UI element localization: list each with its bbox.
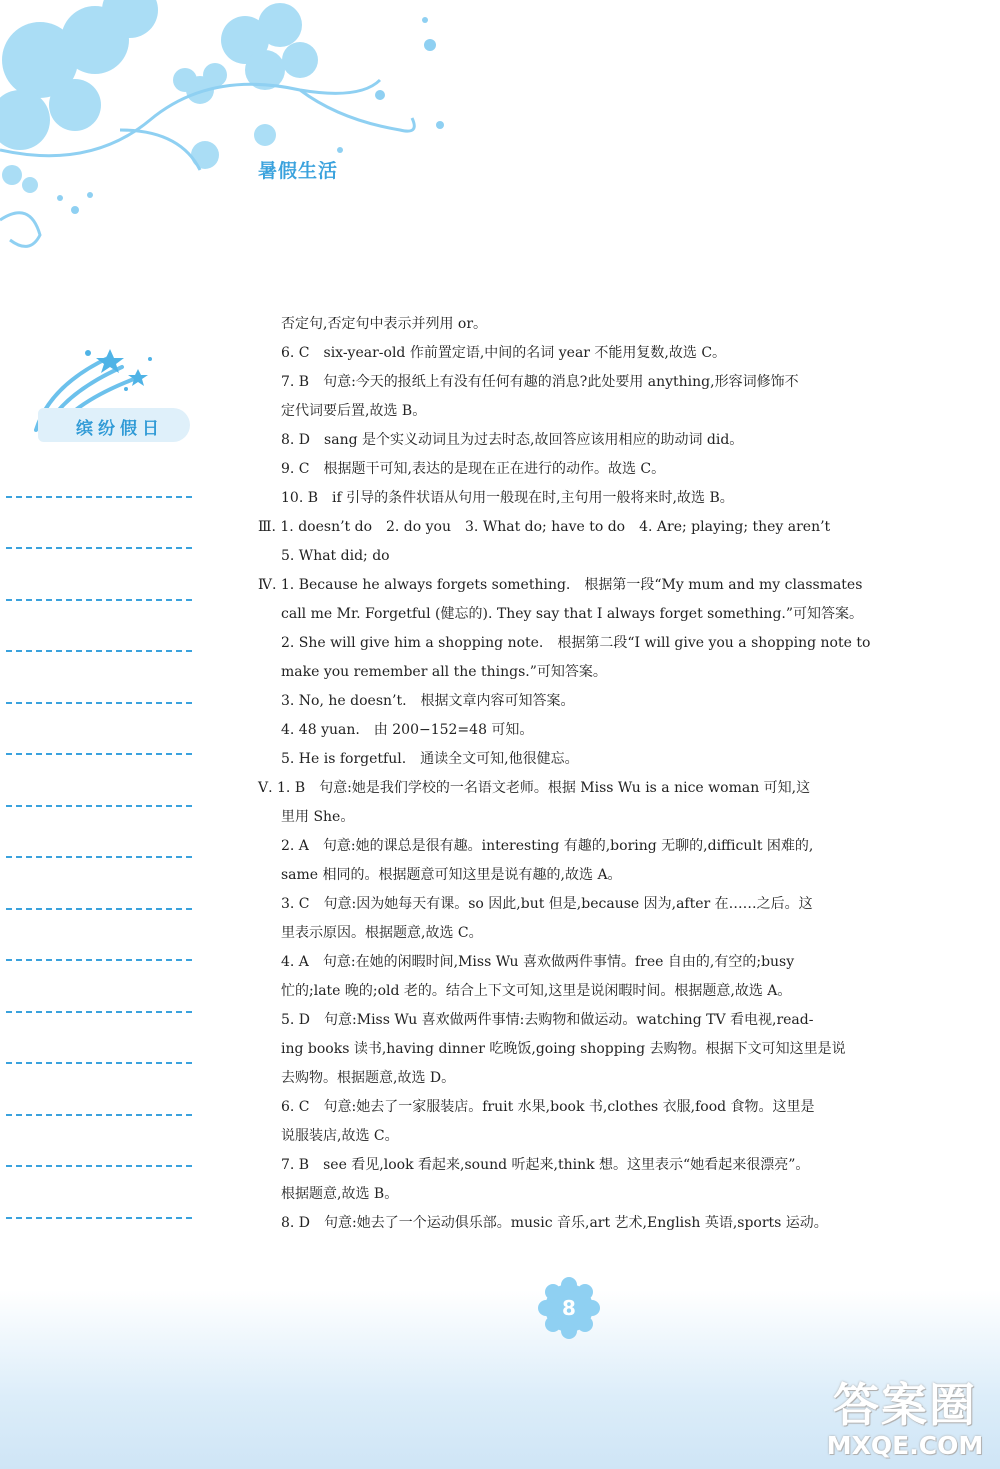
note-line bbox=[6, 1167, 192, 1219]
answer-content bbox=[258, 310, 888, 1238]
text-line: call me Mr. Forgetful (健忘的). They say that I always forget something.”可知答案。 bbox=[281, 606, 864, 622]
note-line bbox=[6, 601, 192, 653]
text-line: 3. C 句意:因为她每天有课。so 因此,but 但是,because 因为,after 在……之后。这 bbox=[281, 896, 813, 912]
note-line bbox=[6, 1064, 192, 1116]
text-line: Ⅴ. 1. B 句意:她是我们学校的一名语文老师。根据 Miss Wu is a nice woman 可知,这 bbox=[258, 780, 811, 796]
text-line: 2. She will give him a shopping note. 根据第二段“I will give you a shopping note to bbox=[281, 635, 871, 651]
note-line bbox=[6, 910, 192, 962]
text-line: 5. What did; do bbox=[281, 548, 390, 564]
note-line bbox=[6, 807, 192, 859]
text-line: Ⅲ. 1. doesn’t do 2. do you 3. What do; have to do 4. Are; playing; they aren’t bbox=[258, 519, 831, 535]
note-line bbox=[6, 704, 192, 756]
text-line: 4. 48 yuan. 由 200−152=48 可知。 bbox=[281, 722, 534, 738]
text-line: 4. A 句意:在她的闲暇时间,Miss Wu 喜欢做两件事情。free 自由的,有空的;busy bbox=[281, 954, 795, 970]
watermark-url: MXQE.COM bbox=[826, 1431, 984, 1460]
note-line bbox=[6, 858, 192, 910]
note-line bbox=[6, 1116, 192, 1168]
watermark-logo: 答案圈 bbox=[833, 1378, 977, 1432]
sidebar-label: 缤纷假日 bbox=[76, 419, 164, 439]
text-line: 7. B see 看见,look 看起来,sound 听起来,think 想。这里表示“她看起来很漂亮”。 bbox=[281, 1157, 810, 1173]
text-line: 3. No, he doesn’t. 根据文章内容可知答案。 bbox=[281, 693, 575, 709]
text-line: 8. D 句意:她去了一个运动俱乐部。music 音乐,art 艺术,English 英语,sports 运动。 bbox=[281, 1215, 828, 1231]
text-line: 10. B if 引导的条件状语从句用一般现在时,主句用一般将来时,故选 B。 bbox=[281, 490, 734, 506]
text-line: 定代词要后置,故选 B。 bbox=[281, 403, 427, 419]
text-line: 7. B 句意:今天的报纸上有没有任何有趣的消息?此处要用 anything,形容词修饰不 bbox=[281, 374, 799, 390]
text-line: 9. C 根据题干可知,表达的是现在正在进行的动作。故选 C。 bbox=[281, 461, 666, 477]
text-line: 里用 She。 bbox=[281, 809, 355, 825]
text-line: 6. C 句意:她去了一家服装店。fruit 水果,book 书,clothes 衣服,food 食物。这里是 bbox=[281, 1099, 815, 1115]
text-line: 否定句,否定句中表示并列用 or。 bbox=[281, 316, 488, 332]
text-line: 根据题意,故选 B。 bbox=[281, 1186, 399, 1202]
text-line: same 相同的。根据题意可知这里是说有趣的,故选 A。 bbox=[281, 867, 622, 883]
text-line: ing books 读书,having dinner 吃晚饭,going shopping 去购物。根据下文可知这里是说 bbox=[281, 1041, 846, 1057]
note-line bbox=[6, 961, 192, 1013]
note-line bbox=[6, 1013, 192, 1065]
header-title: 暑假生活 bbox=[258, 160, 339, 182]
note-line bbox=[6, 549, 192, 601]
text-line: 2. A 句意:她的课总是很有趣。interesting 有趣的,boring 无聊的,difficult 困难的, bbox=[281, 838, 814, 854]
watermark bbox=[815, 1378, 995, 1460]
note-line bbox=[6, 446, 192, 498]
text-line: 里表示原因。根据题意,故选 C。 bbox=[281, 925, 483, 941]
page-number: 8 bbox=[562, 1296, 576, 1320]
text-line: 5. He is forgetful. 通读全文可知,他很健忘。 bbox=[281, 751, 579, 767]
text-line: 6. C six-year-old 作前置定语,中间的名词 year 不能用复数,故选 C。 bbox=[281, 345, 727, 361]
floral-decoration-icon bbox=[0, 0, 460, 270]
sidebar-label-box bbox=[38, 408, 190, 442]
note-line bbox=[6, 498, 192, 550]
text-line: 去购物。根据题意,故选 D。 bbox=[281, 1070, 456, 1086]
page-number-badge bbox=[538, 1277, 600, 1339]
text-line: 5. D 句意:Miss Wu 喜欢做两件事情:去购物和做运动。watching TV 看电视,read- bbox=[281, 1012, 814, 1028]
text-line: 说服装店,故选 C。 bbox=[281, 1128, 399, 1144]
note-lines bbox=[6, 446, 192, 1219]
text-line: 8. D sang 是个实义动词且为过去时态,故回答应该用相应的助动词 did。 bbox=[281, 432, 744, 448]
text-line: 忙的;late 晚的;old 老的。结合上下文可知,这里是说闲暇时间。根据题意,故选 A。 bbox=[281, 983, 792, 999]
text-line: Ⅳ. 1. Because he always forgets something. 根据第一段“My mum and my classmates bbox=[258, 577, 863, 593]
text-line: make you remember all the things.”可知答案。 bbox=[281, 664, 607, 680]
note-line bbox=[6, 652, 192, 704]
note-line bbox=[6, 755, 192, 807]
